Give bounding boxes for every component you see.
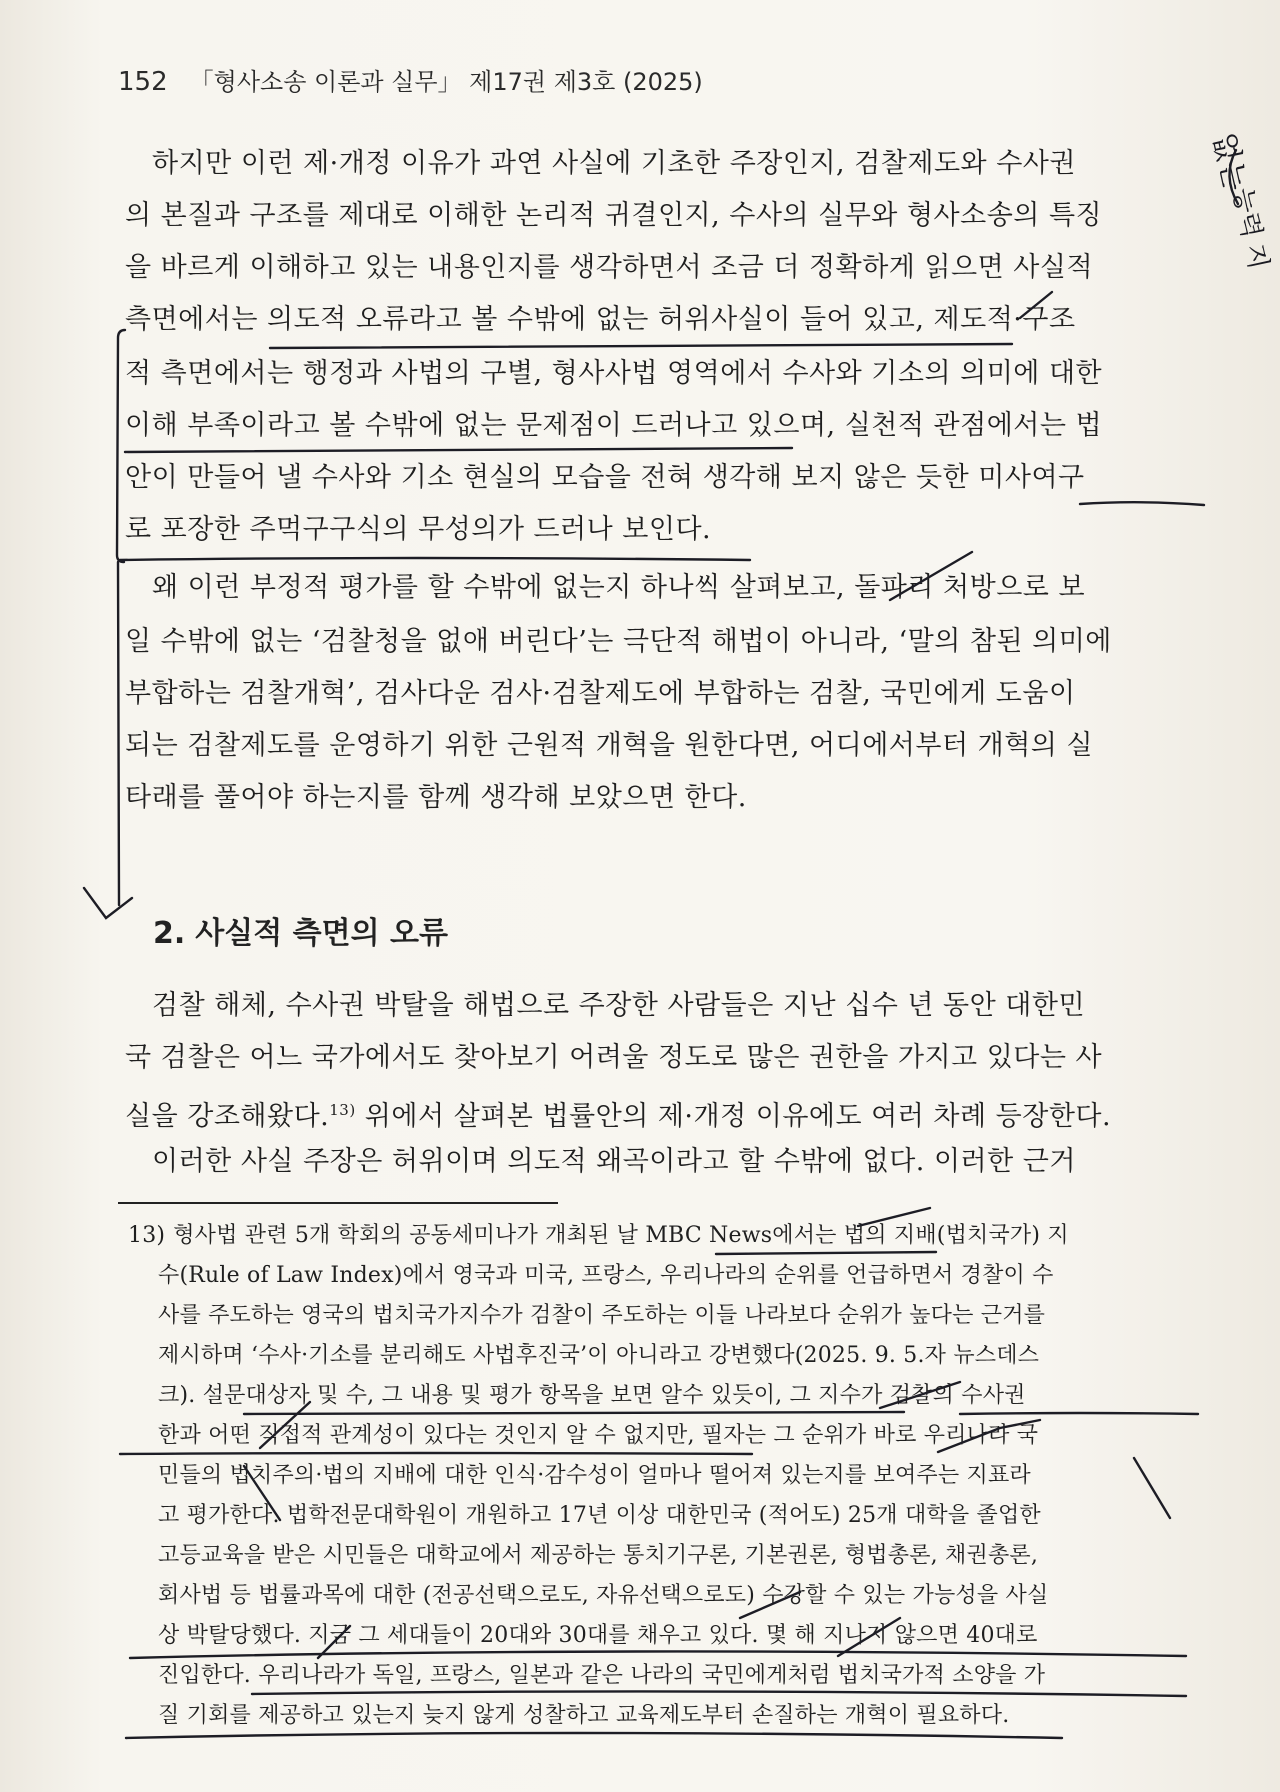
footnote-rule [118,1202,558,1204]
footnote-line: 민들의 법치주의·법의 지배에 대한 인식·감수성이 얼마나 떨어져 있는지를 보여주는 지표라 [158,1463,1031,1488]
body-line: 왜 이런 부정적 평가를 할 수밖에 없는지 하나씩 살펴보고, 돌파리 처방으로 보 [152,572,1086,603]
footnote-line: 진입한다. 우리나라가 독일, 프랑스, 일본과 같은 나라의 국민에게처럼 법치국가적 소양을 가 [158,1663,1046,1688]
footnote-line: 상 박탈당했다. 지금 그 세대들이 20대와 30대를 채우고 있다. 몇 해 지나지 않으면 40대로 [158,1623,1038,1648]
section-number: 2. [153,916,186,951]
underline-mark [252,1691,1186,1696]
bracket-mark [117,330,125,562]
body-line: 이해 부족이라고 볼 수밖에 없는 문제점이 드러나고 있으며, 실천적 관점에서는 법 [125,410,1103,441]
underline-mark [130,1651,1186,1658]
body-line: 일 수밖에 없는 ‘검찰청을 없애 버린다’는 극단적 해법이 아니라, ‘말의 참된 의미에 [125,626,1112,657]
body-line: 타래를 풀어야 하는지를 함께 생각해 보았으면 한다. [125,782,747,813]
body-line: 국 검찰은 어느 국가에서도 찾아보기 어려울 정도로 많은 권한을 가지고 있다는 사 [125,1042,1103,1073]
vertical-line-mark [118,562,119,905]
body-line: 을 바르게 이해하고 있는 내용인지를 생각하면서 조금 더 정확하게 읽으면 사실적 [125,252,1094,283]
footnote-line: 고 평가한다. 법학전문대학원이 개원하고 17년 이상 대한민국 (적어도) 25개 대학을 졸업한 [158,1503,1041,1528]
checkmark-mark [84,888,132,918]
footnote-line: 회사법 등 법률과목에 대한 (전공선택으로도, 자유선택으로도) 수강할 수 있는 가능성을 사실 [158,1583,1049,1608]
footnote-line: 고등교육을 받은 시민들은 대학교에서 제공하는 통치기구론, 기본권론, 형법총론, 채권총론, [158,1543,1039,1568]
body-line: 하지만 이런 제·개정 이유가 과연 사실에 기초한 주장인지, 검찰제도와 수사권 [152,148,1076,179]
page-number: 152 [118,67,168,97]
footnote-line: 수(Rule of Law Index)에서 영국과 미국, 프랑스, 우리나라의 순위를 언급하면서 경찰이 수 [158,1263,1054,1288]
margin-note-3: 지 [1238,241,1274,273]
footnote-line: 크). 설문대상자 및 수, 그 내용 및 평가 항목을 보면 알수 있듯이, 그 지수가 검찰의 수사권 [158,1383,1026,1408]
section-title: 사실적 측면의 오류 [195,916,449,951]
body-text: 실을 강조해왔다. [125,1101,330,1132]
underline-mark [125,448,792,452]
body-line: 로 포장한 주먹구구식의 무성의가 드러나 보인다. [125,514,712,545]
body-line: 적 측면에서는 행정과 사법의 구별, 형사사법 영역에서 수사와 기소의 의미에 대한 [125,358,1103,389]
footnote-text: 형사법 관련 5개 학회의 공동세미나가 개최된 날 MBC News에서는 법의 지배(법치국가) 지 [173,1223,1069,1248]
body-line [125,1092,1200,1135]
underline-mark [270,344,1012,348]
body-line: 검찰 해체, 수사권 박탈을 해법으로 주장한 사람들은 지난 십수 년 동안 대한민 [152,990,1086,1021]
footnote-line [128,1222,1168,1250]
section-heading [153,908,458,952]
underline-mark [716,1252,936,1254]
margin-note-2: 능력 [1226,185,1267,241]
underline-mark [960,1413,1198,1414]
underline-mark [120,558,750,560]
body-line: 부합하는 검찰개혁’, 검사다운 검사·검찰제도에 부합하는 검찰, 국민에게 도움이 [125,678,1076,709]
body-line: 안이 만들어 낼 수사와 기소 현실의 모습을 전혀 생각해 보지 않은 듯한 미사여구 [125,462,1085,493]
footnote-line: 질 기회를 제공하고 있는지 늦지 않게 성찰하고 교육제도부터 손질하는 개혁이 필요하다. [158,1703,1010,1728]
body-line: 이러한 사실 주장은 허위이며 의도적 왜곡이라고 할 수밖에 없다. 이러한 근거 [152,1146,1076,1177]
margin-note-1: 없는 [1205,129,1253,194]
underline-mark [1080,502,1204,505]
body-line: 의 본질과 구조를 제대로 이해한 논리적 귀결인지, 수사의 실무와 형사소송의 특징 [125,200,1103,231]
body-text: 위에서 살펴본 법률안의 제·개정 이유에도 여러 차례 등장한다. [355,1101,1112,1132]
footnote-line: 한과 어떤 직접적 관계성이 있다는 것인지 알 수 없지만, 필자는 그 순위가 바로 우리나라 국 [158,1423,1039,1448]
underline-mark [120,1453,752,1454]
footnote-line: 제시하며 ‘수사·기소를 분리해도 사법후진국’이 아니라고 강변했다(2025. 9. 5.자 뉴스데스 [158,1343,1040,1368]
journal-title: 「형사소송 이론과 실무」 제17권 제3호 (2025) [189,68,703,96]
body-line: 측면에서는 의도적 오류라고 볼 수밖에 없는 허위사실이 들어 있고, 제도적·구조 [125,304,1076,335]
underline-mark [126,1733,1062,1738]
underline-mark [244,1412,904,1414]
body-line: 되는 검찰제도를 운영하기 위한 근원적 개혁을 원한다면, 어디에서부터 개혁의 실 [125,730,1094,761]
footnote-number: 13) [128,1223,166,1248]
footnote-reference[interactable]: 13) [329,1101,356,1119]
footnote-line: 사를 주도하는 영국의 법치국가지수가 검찰이 주도하는 이들 나라보다 순위가 높다는 근거를 [158,1303,1046,1328]
running-header [118,62,703,97]
